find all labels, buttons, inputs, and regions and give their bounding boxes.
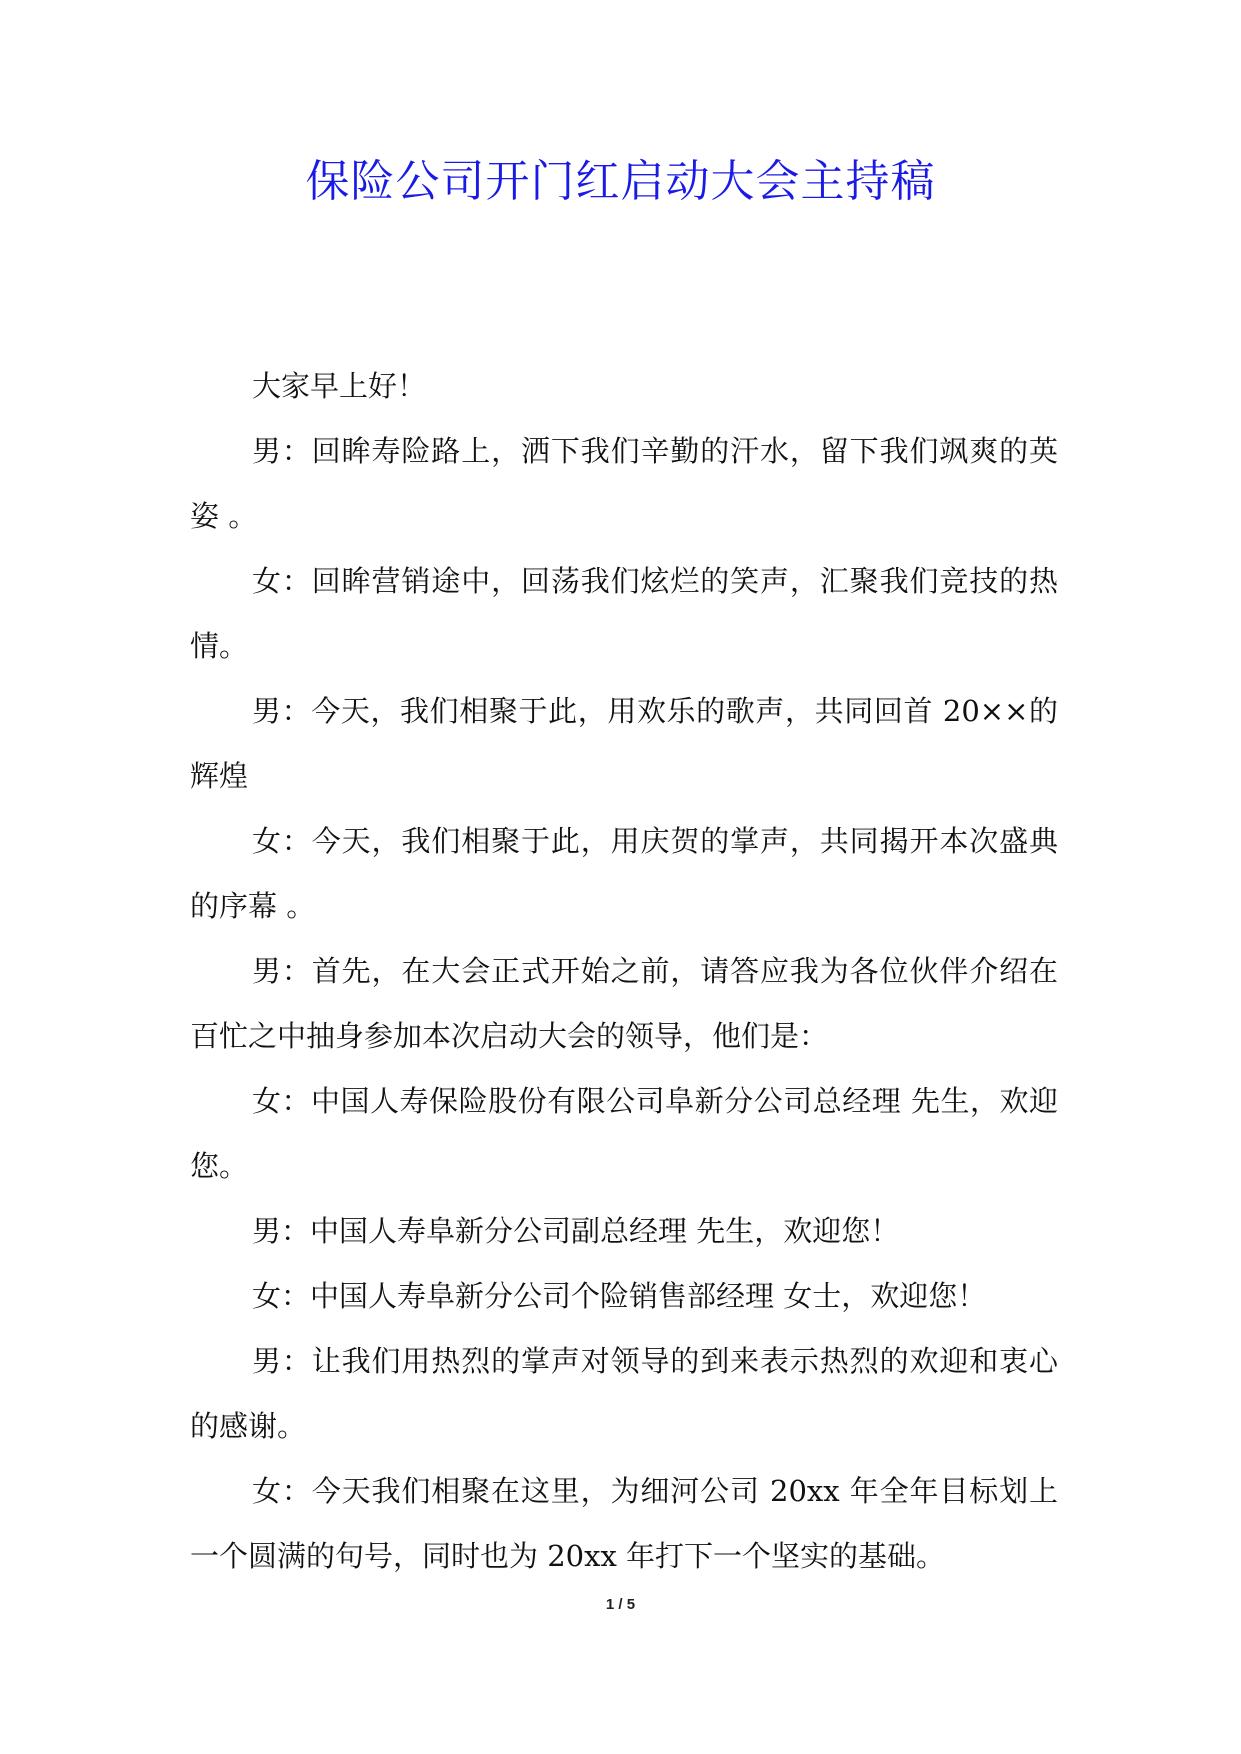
paragraph: 女：中国人寿保险股份有限公司阜新分公司总经理 先生，欢迎您。 (190, 1084, 1058, 1183)
page-number: 1 / 5 (605, 1596, 636, 1613)
paragraph: 男：首先，在大会正式开始之前，请答应我为各位伙伴介绍在百忙之中抽身参加本次启动大会的领导，他们是： (190, 954, 1058, 1053)
paragraph: 男：回眸寿险路上，洒下我们辛勤的汗水，留下我们飒爽的英姿 。 (190, 434, 1058, 533)
paragraph: 女：今天，我们相聚于此，用庆贺的掌声，共同揭开本次盛典的序幕 。 (190, 824, 1058, 923)
paragraph: 男：今天，我们相聚于此，用欢乐的歌声，共同回首 20××的辉煌 (190, 694, 1058, 793)
document-body (190, 354, 1058, 1589)
paragraph: 男：让我们用热烈的掌声对领导的到来表示热烈的欢迎和衷心的感谢。 (190, 1344, 1058, 1443)
paragraph: 女：今天我们相聚在这里，为细河公司 20xx 年全年目标划上一个圆满的句号，同时也为 20xx 年打下一个坚实的基础。 (190, 1474, 1058, 1573)
paragraph: 女：回眸营销途中，回荡我们炫烂的笑声，汇聚我们竞技的热情。 (190, 564, 1058, 663)
document-title: 保险公司开门红启动大会主持稿 (305, 156, 936, 207)
paragraph-greeting: 大家早上好！ (252, 369, 427, 403)
paragraph: 男：中国人寿阜新分公司副总经理 先生，欢迎您！ (252, 1214, 900, 1248)
paragraph: 女：中国人寿阜新分公司个险销售部经理 女士，欢迎您！ (252, 1279, 987, 1313)
